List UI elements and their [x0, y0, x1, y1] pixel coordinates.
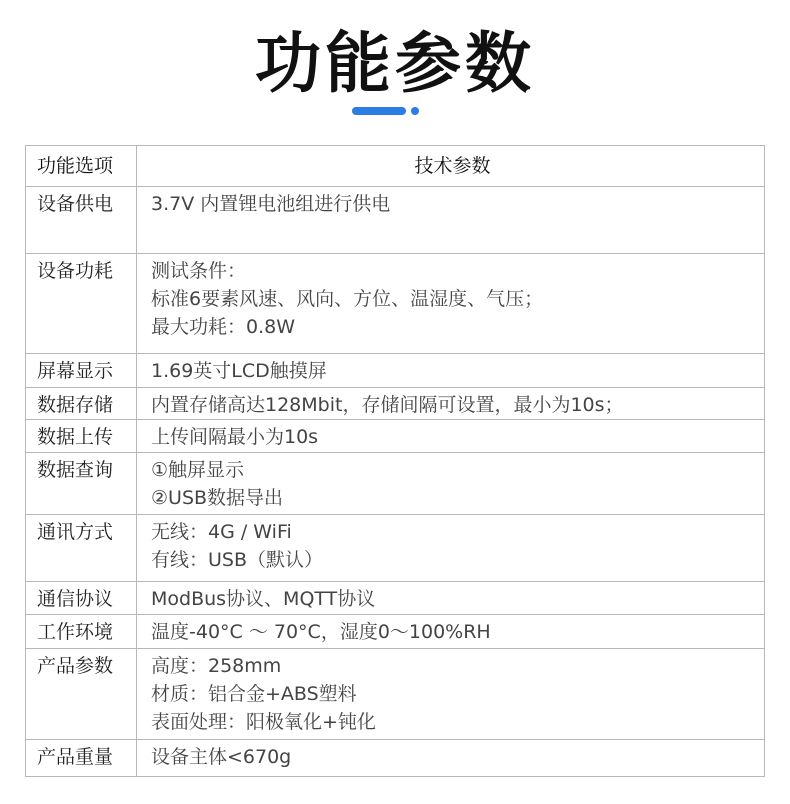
table-row	[26, 740, 765, 777]
value-line: 最大功耗：0.8W	[151, 316, 296, 338]
header-value-cell: 技术参数	[137, 146, 765, 187]
table-row	[26, 515, 765, 582]
table-header-row	[26, 146, 765, 187]
row-value	[137, 187, 765, 254]
header-key-cell: 功能选项	[26, 146, 137, 187]
value-line: ①触屏显示	[151, 459, 245, 481]
table-row	[26, 187, 765, 254]
row-value	[137, 515, 765, 582]
row-key: 工作环境	[26, 615, 137, 649]
table-row	[26, 420, 765, 453]
value-line: 无线：4G / WiFi	[151, 521, 292, 543]
table-row	[26, 254, 765, 354]
row-key: 数据上传	[26, 420, 137, 453]
row-key: 数据查询	[26, 453, 137, 515]
row-key: 设备功耗	[26, 254, 137, 354]
row-value	[137, 388, 765, 420]
row-value	[137, 649, 765, 740]
row-key: 通信协议	[26, 582, 137, 615]
value-line: 表面处理：阳极氧化+钝化	[151, 711, 376, 733]
value-line: 上传间隔最小为10s	[151, 426, 319, 448]
value-line: 标准6要素风速、风向、方位、温湿度、气压；	[151, 288, 544, 310]
table-row	[26, 649, 765, 740]
accent-bar	[352, 107, 406, 115]
value-line: 材质：铝合金+ABS塑料	[151, 683, 357, 705]
table-row	[26, 354, 765, 388]
row-key: 产品重量	[26, 740, 137, 777]
spec-table	[25, 145, 765, 777]
value-line: ②USB数据导出	[151, 487, 284, 509]
value-line: 有线：USB（默认）	[151, 549, 324, 571]
row-value	[137, 740, 765, 777]
row-key: 数据存储	[26, 388, 137, 420]
row-key: 产品参数	[26, 649, 137, 740]
value-line: 3.7V 内置锂电池组进行供电	[151, 193, 391, 215]
value-line: 1.69英寸LCD触摸屏	[151, 360, 327, 382]
row-value	[137, 254, 765, 354]
value-line: 测试条件：	[151, 260, 247, 282]
row-value	[137, 615, 765, 649]
value-line: 高度：258mm	[151, 655, 282, 677]
row-value	[137, 453, 765, 515]
row-key: 通讯方式	[26, 515, 137, 582]
accent-dot	[411, 107, 419, 115]
table-row	[26, 582, 765, 615]
value-line: 内置存储高达128Mbit，存储间隔可设置，最小为10s；	[151, 394, 624, 416]
table-row	[26, 615, 765, 649]
table-row	[26, 388, 765, 420]
value-line: ModBus协议、MQTT协议	[151, 588, 376, 610]
row-value	[137, 354, 765, 388]
row-key: 设备供电	[26, 187, 137, 254]
value-line: 设备主体<670g	[151, 746, 292, 768]
row-key: 屏幕显示	[26, 354, 137, 388]
page-title: 功能参数	[255, 25, 535, 102]
row-value	[137, 420, 765, 453]
table-row	[26, 453, 765, 515]
value-line: 温度-40°C ～ 70°C，湿度0～100%RH	[151, 621, 491, 643]
row-value	[137, 582, 765, 615]
